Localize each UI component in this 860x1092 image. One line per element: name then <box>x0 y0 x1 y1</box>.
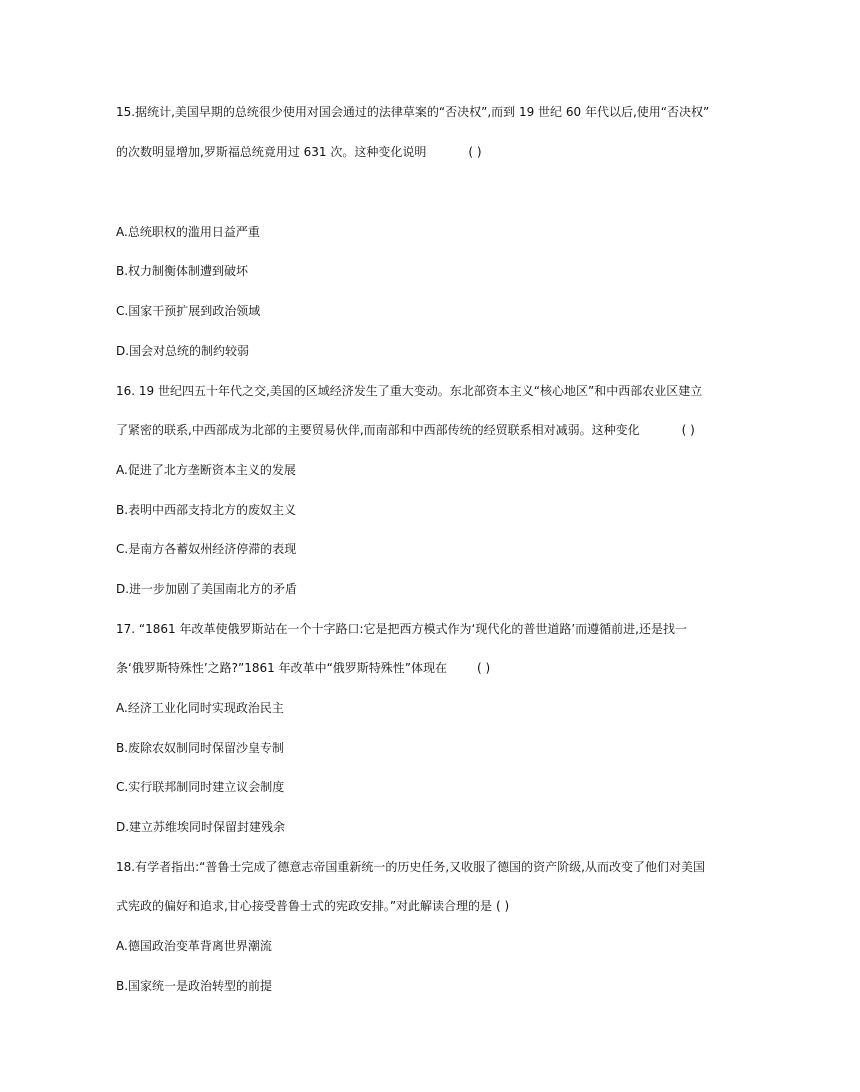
question-18-answer-paren: ( ) <box>496 899 510 913</box>
question-16-option-a: A.促进了北方垄断资本主义的发展 <box>116 463 296 477</box>
question-16-option-c: C.是南方各蓄奴州经济停滞的表现 <box>116 542 297 556</box>
question-16-stem-line-1: 16. 19 世纪四五十年代之交,美国的区域经济发生了重大变动。东北部资本主义“核心地区”和中西部农业区建立 <box>116 384 703 398</box>
question-15-option-b: B.权力制衡体制遭到破坏 <box>116 264 249 278</box>
question-15-option-a: A.总统职权的滥用日益严重 <box>116 225 260 239</box>
question-16-stem-text: 了紧密的联系,中西部成为北部的主要贸易伙伴,而南部和中西部传统的经贸联系相对减弱。这种变化 <box>116 423 640 437</box>
question-18-stem-line-2 <box>116 898 509 914</box>
question-17-option-c: C.实行联邦制同时建立议会制度 <box>116 780 285 794</box>
question-15-stem-line-2 <box>116 144 482 160</box>
question-15-stem-text: 的次数明显增加,罗斯福总统竟用过 631 次。这种变化说明 <box>116 145 427 159</box>
question-17-option-a: A.经济工业化同时实现政治民主 <box>116 701 284 715</box>
question-18-stem-text: 式宪政的偏好和追求,甘心接受普鲁士式的宪政安排。”对此解读合理的是 <box>116 899 493 913</box>
question-17-stem-line-1: 17. “1861 年改革使俄罗斯站在一个十字路口:它是把西方模式作为‘现代化的普世道路’而遵循前进,还是找一 <box>116 622 687 636</box>
question-16-option-d: D.进一步加剧了美国南北方的矛盾 <box>116 582 298 596</box>
question-15-stem-line-1: 15.据统计,美国早期的总统很少使用对国会通过的法律草案的“否决权”,而到 19 世纪 60 年代以后,使用“否决权” <box>116 105 710 119</box>
question-17-answer-paren: ( ) <box>477 661 491 675</box>
question-18-stem-line-1: 18.有学者指出:“普鲁士完成了德意志帝国重新统一的历史任务,又收服了德国的资产阶级,从而改变了他们对美国 <box>116 860 705 874</box>
question-17-option-d: D.建立苏维埃同时保留封建残余 <box>116 820 286 834</box>
question-15-answer-paren: ( ) <box>468 145 482 159</box>
question-17-option-b: B.废除农奴制同时保留沙皇专制 <box>116 741 285 755</box>
question-15-option-c: C.国家干预扩展到政治领域 <box>116 304 261 318</box>
question-17-stem-text: 条‘俄罗斯特殊性’之路?”1861 年改革中“俄罗斯特殊性”体现在 <box>116 661 448 675</box>
question-16-answer-paren: ( ) <box>681 423 695 437</box>
question-18-option-b: B.国家统一是政治转型的前提 <box>116 979 273 993</box>
question-16-option-b: B.表明中西部支持北方的废奴主义 <box>116 503 297 517</box>
question-16-stem-line-2 <box>116 422 695 438</box>
question-18-option-a: A.德国政治变革背离世界潮流 <box>116 939 272 953</box>
question-15-option-d: D.国会对总统的制约较弱 <box>116 344 250 358</box>
question-17-stem-line-2 <box>116 660 490 676</box>
